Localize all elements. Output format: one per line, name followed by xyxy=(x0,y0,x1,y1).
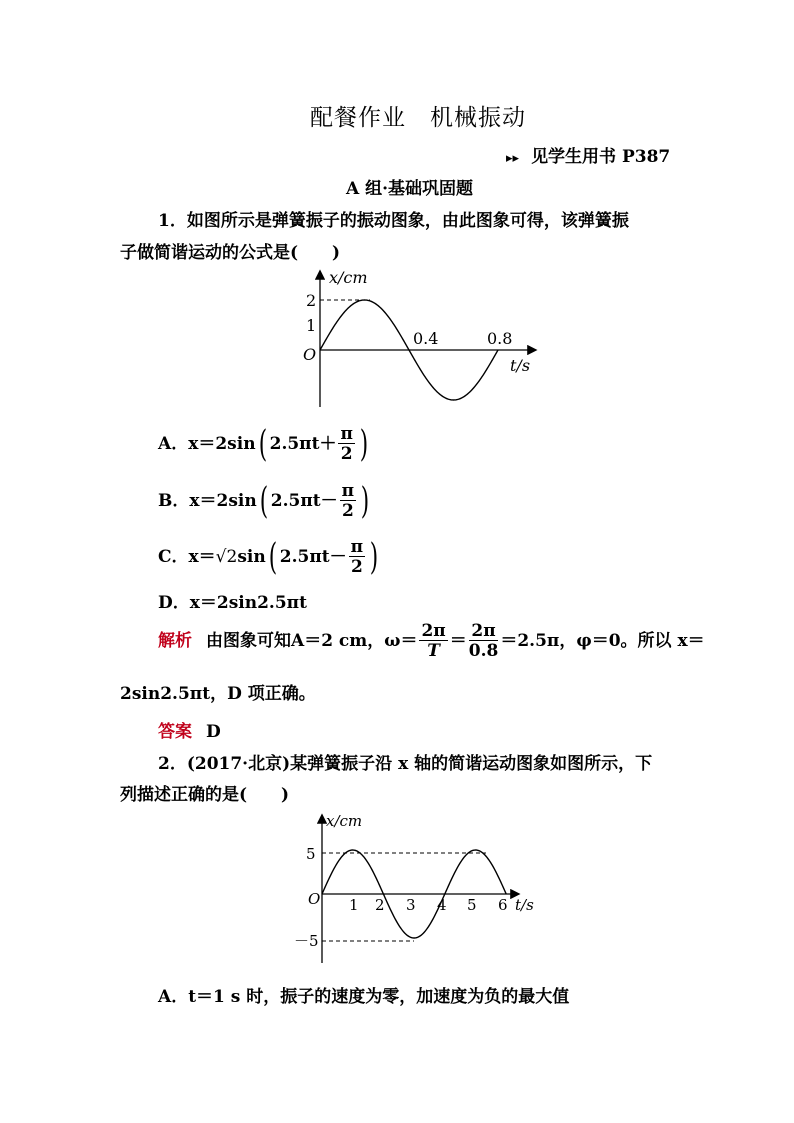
analysis-post: ＝2.5π，φ＝0。所以 x＝ xyxy=(500,631,705,651)
q1-answer xyxy=(158,717,221,742)
option-C-frac-den: 2 xyxy=(350,557,363,577)
q2-stem-line1: 2．(2017·北京)某弹簧振子沿 x 轴的简谐运动图象如图所示，下 xyxy=(158,754,653,774)
q2-y-axis-label: x/cm xyxy=(326,812,363,830)
option-B-label: B． xyxy=(158,491,190,511)
option-C-frac-num: π xyxy=(350,537,364,557)
q2-x-tick-3: 3 xyxy=(406,896,416,914)
q2-x-tick-1: 1 xyxy=(349,896,359,914)
q1-y-tick-1: 1 xyxy=(306,316,317,335)
q1-x-tick-0.4: 0.4 xyxy=(413,329,439,348)
q1-option-C[interactable]: C．x＝√2sin( 2.5πt－ $\frac{\pi}{2}$ ) xyxy=(158,536,379,578)
option-A-mid: 2.5πt＋ xyxy=(269,434,337,454)
q2-origin-label: O xyxy=(308,890,321,908)
group-heading: A 组·基础巩固题 xyxy=(346,179,474,199)
analysis-frac2-den: 0.8 xyxy=(468,641,499,661)
q2-x-tick-5: 5 xyxy=(467,896,477,914)
option-D-label: D． xyxy=(158,593,190,613)
option-A-frac-den: 2 xyxy=(340,444,353,464)
analysis-frac2-num: 2π xyxy=(469,622,499,641)
option-B-pre: x＝2sin xyxy=(189,491,257,511)
q1-origin-label: O xyxy=(303,345,317,364)
q1-stem-line1: 1．如图所示是弹簧振子的振动图象，由此图象可得，该弹簧振 xyxy=(158,211,629,231)
q1-x-tick-0.8: 0.8 xyxy=(487,329,513,348)
analysis-pre: 由图象可知 xyxy=(206,631,291,651)
q1-vibration-graph xyxy=(295,262,545,412)
option-B-frac-den: 2 xyxy=(341,501,354,521)
analysis-frac1-den: T xyxy=(427,641,440,661)
q2-x-axis-label: t/s xyxy=(515,896,534,914)
q1-stem-line2: 子做简谐运动的公式是( ) xyxy=(120,243,341,263)
q1-y-axis-label: x/cm xyxy=(329,268,368,287)
analysis-frac1-num: 2π xyxy=(421,621,446,641)
option-A-pre: x＝2sin xyxy=(188,434,256,454)
option-C-sqrt: √2 xyxy=(215,547,238,567)
q2-x-tick-2: 2 xyxy=(375,896,385,914)
q1-option-B[interactable]: B．x＝2sin( 2.5πt－ $\frac{\pi}{2}$ ) xyxy=(158,480,370,522)
answer-value: D xyxy=(206,722,221,742)
option-C-label: C． xyxy=(158,547,189,567)
page-title: 配餐作业 机械振动 xyxy=(310,105,526,131)
q2-vibration-graph xyxy=(290,808,550,968)
q1-analysis xyxy=(158,622,705,661)
q2-y-tick-5: 5 xyxy=(306,845,316,863)
q1-analysis-line2: 2sin2.5πt，D 项正确。 xyxy=(120,684,316,704)
analysis-equals: ＝ xyxy=(449,631,467,651)
analysis-label: 解析 xyxy=(158,631,192,651)
q2-x-tick-4: 4 xyxy=(437,896,447,914)
option-C-pre: x＝ xyxy=(188,547,216,567)
double-arrow-icon: ▸▸ xyxy=(506,151,520,166)
q1-y-tick-2: 2 xyxy=(306,291,317,310)
option-A-frac-num: π xyxy=(340,424,353,444)
option-B-frac-num: π xyxy=(341,481,355,501)
q1-x-axis-label: t/s xyxy=(510,356,531,375)
q1-option-D[interactable] xyxy=(158,588,307,613)
q1-option-A[interactable]: A．x＝2sin( 2.5πt＋ $\frac{\pi}{2}$ ) xyxy=(158,423,369,465)
option-C-sin: sin xyxy=(237,547,266,567)
reference-text: 见学生用书 P387 xyxy=(531,147,671,167)
answer-label: 答案 xyxy=(158,722,192,742)
q2-x-tick-6: 6 xyxy=(498,896,508,914)
option-B-mid: 2.5πt－ xyxy=(270,491,338,511)
q2-y-tick-minus5: －5 xyxy=(294,932,319,950)
q2-option-A[interactable]: A．t＝1 s 时，振子的速度为零，加速度为负的最大值 xyxy=(158,987,570,1007)
page-reference xyxy=(506,142,670,167)
analysis-amplitude: A＝2 cm，ω＝ xyxy=(291,631,418,651)
option-C-mid: 2.5πt－ xyxy=(279,547,347,567)
option-A-label: A． xyxy=(158,434,189,454)
option-D-text: x＝2sin2.5πt xyxy=(189,593,307,613)
q2-stem-line2: 列描述正确的是( ) xyxy=(120,785,290,805)
